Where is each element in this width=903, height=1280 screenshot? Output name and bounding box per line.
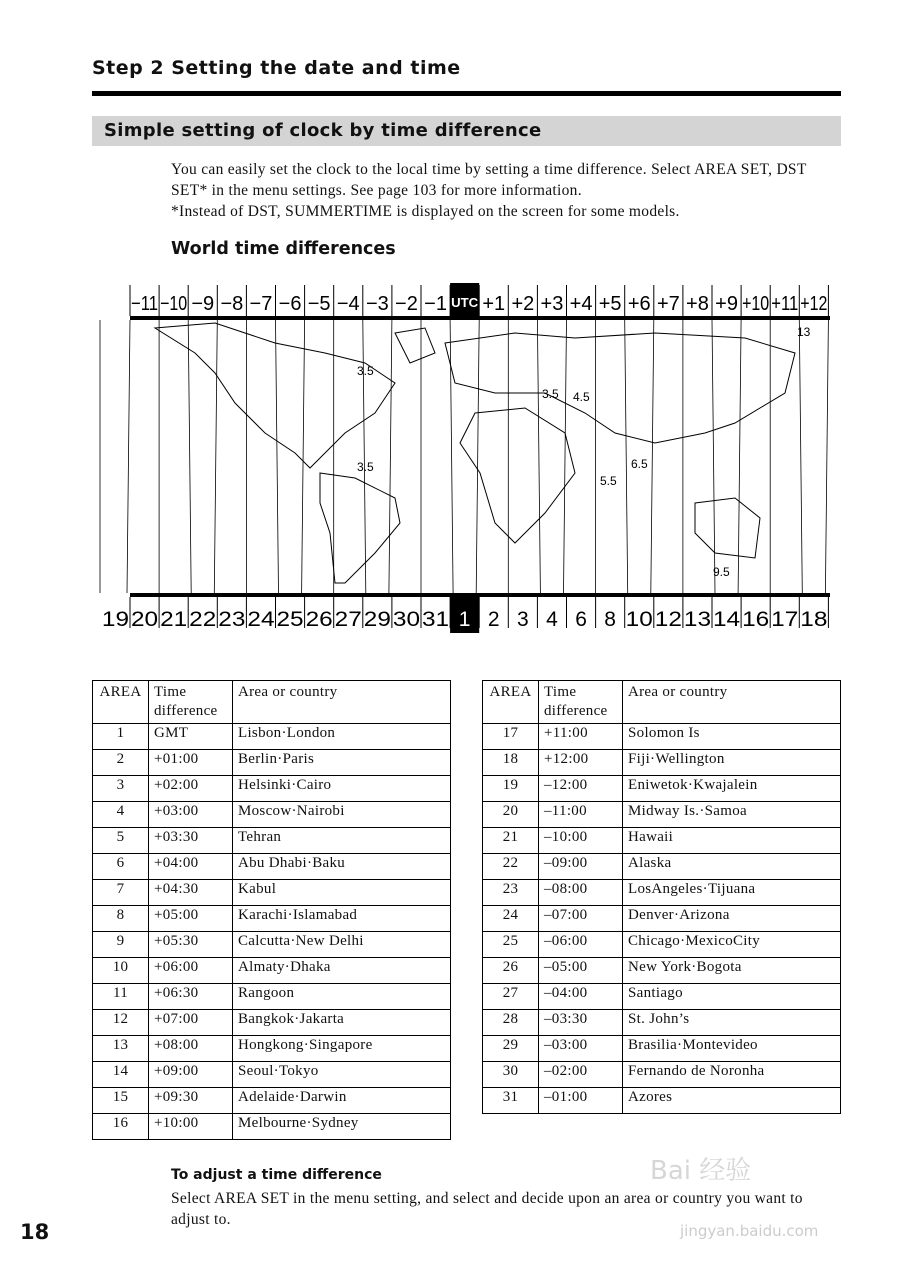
zone-label: +8: [686, 293, 709, 315]
zone-label: −9: [191, 293, 215, 315]
watermark-logo: Bai 经验: [650, 1156, 752, 1186]
zone-boundary: [127, 320, 130, 593]
time-difference: +03:30: [149, 828, 233, 854]
zone-boundary: [537, 320, 540, 593]
table-row: [93, 828, 451, 854]
area-number: 23: [483, 880, 539, 906]
offset-label: 4.5: [573, 390, 590, 404]
adjust-text: Select AREA SET in the menu setting, and select and decide upon an area or country you want to adjust to.: [171, 1190, 803, 1228]
col-area: AREA: [93, 681, 149, 724]
area-country: Bangkok·Jakarta: [233, 1010, 451, 1036]
bottom-bar: [130, 593, 830, 597]
area-number: 22: [483, 854, 539, 880]
offset-label: 5.5: [600, 474, 617, 488]
col-time: Time difference: [149, 681, 233, 724]
table-row: [93, 724, 451, 750]
zone-boundary: [389, 320, 392, 593]
area-country: Tehran: [233, 828, 451, 854]
time-difference: –03:00: [539, 1036, 623, 1062]
time-difference: +10:00: [149, 1114, 233, 1140]
table-row: [483, 958, 841, 984]
table-row: [483, 906, 841, 932]
continent-outline: [695, 498, 760, 558]
table-row: [483, 932, 841, 958]
offset-label: 3.5: [542, 387, 559, 401]
area-number: 28: [483, 1010, 539, 1036]
time-difference: +02:00: [149, 776, 233, 802]
col-country: Area or country: [623, 681, 841, 724]
continent-outline: [320, 473, 400, 583]
time-difference: +09:30: [149, 1088, 233, 1114]
time-difference: +04:00: [149, 854, 233, 880]
area-label: 18: [800, 608, 828, 631]
zone-label: −7: [249, 293, 273, 315]
area-label: 3: [517, 608, 529, 631]
zone-label: +6: [627, 293, 651, 315]
area-label: 14: [713, 608, 741, 631]
table-row: [93, 984, 451, 1010]
area-number: 30: [483, 1062, 539, 1088]
zone-label: −4: [336, 293, 360, 315]
zone-boundary: [825, 320, 828, 593]
offset-label: 6.5: [631, 457, 648, 471]
map-title: World time differences: [171, 239, 396, 259]
table-row: [483, 750, 841, 776]
time-difference: –01:00: [539, 1088, 623, 1114]
zone-label: −11: [131, 293, 159, 315]
area-country: Chicago·MexicoCity: [623, 932, 841, 958]
time-difference: –07:00: [539, 906, 623, 932]
table-row: [93, 1062, 451, 1088]
table-row: [93, 906, 451, 932]
time-difference: +05:30: [149, 932, 233, 958]
table-row: [93, 776, 451, 802]
table-row: [93, 932, 451, 958]
intro-text: [171, 159, 841, 222]
zone-boundary: [799, 320, 802, 593]
area-country: Adelaide·Darwin: [233, 1088, 451, 1114]
zone-label: +1: [482, 293, 506, 315]
area-country: Karachi·Islamabad: [233, 906, 451, 932]
area-country: Almaty·Dhaka: [233, 958, 451, 984]
zone-label: +12: [800, 293, 828, 315]
area-label: 20: [131, 608, 159, 631]
area-label: 22: [189, 608, 217, 631]
time-difference: +04:30: [149, 880, 233, 906]
area-label: 1: [458, 608, 471, 631]
area-number: 5: [93, 828, 149, 854]
table-row: [483, 724, 841, 750]
area-table-right: [482, 680, 841, 1114]
page-number: 18: [20, 1220, 50, 1244]
header-rule: [92, 91, 841, 96]
area-label: 8: [604, 608, 616, 631]
area-country: Hongkong·Singapore: [233, 1036, 451, 1062]
area-label: 16: [742, 608, 770, 631]
intro-note: *Instead of DST, SUMMERTIME is displayed on the screen for some models.: [171, 203, 680, 220]
area-number: 17: [483, 724, 539, 750]
area-country: New York·Bogota: [623, 958, 841, 984]
table-row: [483, 802, 841, 828]
area-label: 24: [247, 608, 275, 631]
area-country: Denver·Arizona: [623, 906, 841, 932]
area-label: 13: [683, 608, 711, 631]
area-country: Hawaii: [623, 828, 841, 854]
area-country: Seoul·Tokyo: [233, 1062, 451, 1088]
area-number: 8: [93, 906, 149, 932]
area-number: 16: [93, 1114, 149, 1140]
time-difference: –11:00: [539, 802, 623, 828]
zone-label: +9: [715, 293, 738, 315]
zone-label: −6: [278, 293, 302, 315]
zone-label: −8: [220, 293, 244, 315]
time-difference: –12:00: [539, 776, 623, 802]
time-difference: +09:00: [149, 1062, 233, 1088]
area-number: 3: [93, 776, 149, 802]
area-label: 27: [334, 608, 362, 631]
area-number: 27: [483, 984, 539, 1010]
area-country: Solomon Is: [623, 724, 841, 750]
table-row: [93, 1114, 451, 1140]
area-number: 25: [483, 932, 539, 958]
area-label: 19: [101, 608, 129, 631]
area-label: 6: [575, 608, 587, 631]
area-label: 21: [160, 608, 188, 631]
area-number: 13: [93, 1036, 149, 1062]
table-row: [93, 750, 451, 776]
table-row: [483, 776, 841, 802]
time-difference: +11:00: [539, 724, 623, 750]
area-country: Alaska: [623, 854, 841, 880]
zone-boundary: [738, 320, 741, 593]
area-number: 10: [93, 958, 149, 984]
zone-label: UTC: [451, 295, 479, 310]
zone-boundary: [564, 320, 567, 593]
area-label: 23: [218, 608, 246, 631]
zone-label: −5: [307, 293, 331, 315]
time-difference: –05:00: [539, 958, 623, 984]
watermark-url: jingyan.baidu.com: [680, 1222, 819, 1240]
area-label: 25: [276, 608, 304, 631]
area-label: 29: [363, 608, 391, 631]
area-label: 12: [654, 608, 682, 631]
area-country: St. John’s: [623, 1010, 841, 1036]
zone-label: −3: [365, 293, 389, 315]
continent-outline: [155, 323, 395, 468]
area-country: Santiago: [623, 984, 841, 1010]
area-number: 7: [93, 880, 149, 906]
area-label: 30: [392, 608, 421, 631]
time-difference: –09:00: [539, 854, 623, 880]
table-row: [483, 1062, 841, 1088]
zone-label: −10: [160, 293, 188, 315]
area-country: Rangoon: [233, 984, 451, 1010]
table-row: [483, 1036, 841, 1062]
table-row: [93, 1010, 451, 1036]
area-number: 2: [93, 750, 149, 776]
area-number: 29: [483, 1036, 539, 1062]
zone-boundary: [363, 320, 366, 593]
time-difference: –08:00: [539, 880, 623, 906]
area-number: 12: [93, 1010, 149, 1036]
area-number: 11: [93, 984, 149, 1010]
area-country: Berlin·Paris: [233, 750, 451, 776]
time-difference: +01:00: [149, 750, 233, 776]
offset-label: 9.5: [713, 565, 730, 579]
table-row: [483, 854, 841, 880]
area-number: 4: [93, 802, 149, 828]
area-label: 4: [546, 608, 558, 631]
time-difference: +08:00: [149, 1036, 233, 1062]
table-row: [483, 984, 841, 1010]
zone-boundary: [476, 320, 479, 593]
time-difference: +05:00: [149, 906, 233, 932]
zone-label: −1: [424, 293, 447, 315]
area-number: 26: [483, 958, 539, 984]
area-country: Azores: [623, 1088, 841, 1114]
area-table-left: [92, 680, 451, 1140]
area-country: Helsinki·Cairo: [233, 776, 451, 802]
col-time: Time difference: [539, 681, 623, 724]
table-row: [93, 802, 451, 828]
area-country: Eniwetok·Kwajalein: [623, 776, 841, 802]
area-number: 1: [93, 724, 149, 750]
col-country: Area or country: [233, 681, 451, 724]
area-number: 31: [483, 1088, 539, 1114]
area-label: 26: [305, 608, 333, 631]
area-country: Calcutta·New Delhi: [233, 932, 451, 958]
continent-outline: [445, 333, 795, 443]
area-label: 2: [487, 608, 500, 631]
time-difference: +06:30: [149, 984, 233, 1010]
continent-outline: [395, 328, 435, 363]
zone-boundary: [214, 320, 217, 593]
adjust-title: To adjust a time difference: [171, 1167, 382, 1183]
area-number: 15: [93, 1088, 149, 1114]
area-label: 17: [771, 608, 799, 631]
table-row: [93, 1088, 451, 1114]
zone-label: −2: [395, 293, 418, 315]
time-difference: –06:00: [539, 932, 623, 958]
area-number: 19: [483, 776, 539, 802]
table-row: [483, 828, 841, 854]
offset-label: 3.5: [357, 364, 374, 378]
zone-boundary: [625, 320, 628, 593]
zone-boundary: [450, 320, 453, 593]
area-country: Fernando de Noronha: [623, 1062, 841, 1088]
offset-label: 3.5: [357, 460, 374, 474]
table-header-row: [93, 681, 451, 724]
intro-line: You can easily set the clock to the local time by setting a time difference. Select AREA SET, DST SET* in the menu settings. See page 103 for more information.: [171, 161, 807, 199]
time-difference: –10:00: [539, 828, 623, 854]
table-row: [93, 1036, 451, 1062]
col-area: AREA: [483, 681, 539, 724]
area-number: 14: [93, 1062, 149, 1088]
zone-label: +5: [598, 293, 622, 315]
zone-label: +3: [540, 293, 564, 315]
zone-label: +2: [511, 293, 535, 315]
zone-boundary: [651, 320, 654, 593]
area-country: Fiji·Wellington: [623, 750, 841, 776]
area-country: LosAngeles·Tijuana: [623, 880, 841, 906]
zone-label: +10: [742, 293, 770, 315]
time-difference: –04:00: [539, 984, 623, 1010]
area-number: 6: [93, 854, 149, 880]
area-number: 21: [483, 828, 539, 854]
area-number: 9: [93, 932, 149, 958]
table-row: [483, 880, 841, 906]
offset-label: 13: [797, 325, 811, 339]
area-country: Melbourne·Sydney: [233, 1114, 451, 1140]
zone-label: +4: [569, 293, 593, 315]
area-number: 18: [483, 750, 539, 776]
time-difference: +12:00: [539, 750, 623, 776]
area-country: Midway Is.·Samoa: [623, 802, 841, 828]
zone-boundary: [188, 320, 191, 593]
area-country: Brasilia·Montevideo: [623, 1036, 841, 1062]
section-title: Simple setting of clock by time difference: [92, 116, 841, 146]
zone-label: +7: [656, 293, 680, 315]
area-number: 24: [483, 906, 539, 932]
area-country: Moscow·Nairobi: [233, 802, 451, 828]
zone-boundary: [302, 320, 305, 593]
time-difference: –02:00: [539, 1062, 623, 1088]
area-country: Kabul: [233, 880, 451, 906]
area-country: Abu Dhabi·Baku: [233, 854, 451, 880]
table-row: [93, 880, 451, 906]
area-number: 20: [483, 802, 539, 828]
time-difference: –03:30: [539, 1010, 623, 1036]
step-title: Step 2 Setting the date and time: [92, 57, 461, 79]
time-difference: +03:00: [149, 802, 233, 828]
table-row: [483, 1088, 841, 1114]
area-label: 10: [625, 608, 653, 631]
time-difference: +06:00: [149, 958, 233, 984]
time-difference: GMT: [149, 724, 233, 750]
table-row: [93, 958, 451, 984]
table-header-row: [483, 681, 841, 724]
time-difference: +07:00: [149, 1010, 233, 1036]
area-country: Lisbon·London: [233, 724, 451, 750]
top-bar: [130, 316, 830, 320]
area-label: 31: [422, 608, 450, 631]
table-row: [483, 1010, 841, 1036]
zone-boundary: [276, 320, 279, 593]
zone-label: +11: [771, 293, 799, 315]
world-time-map: [95, 283, 835, 633]
table-row: [93, 854, 451, 880]
